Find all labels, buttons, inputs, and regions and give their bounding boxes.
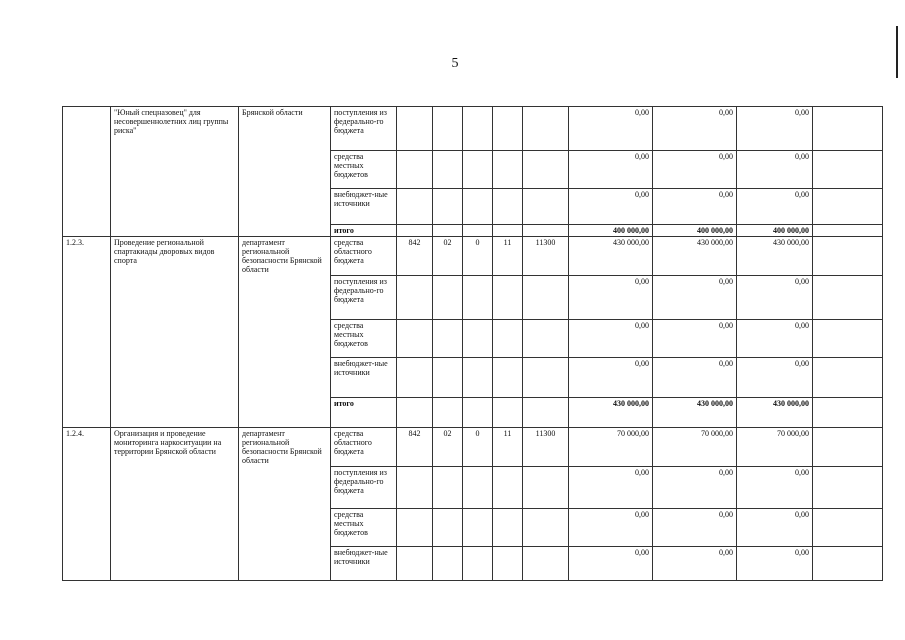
budget-code-cell: 11300 bbox=[523, 237, 569, 276]
empty-cell bbox=[813, 398, 883, 428]
funding-source-cell: средства областного бюджета bbox=[331, 237, 397, 276]
budget-code-cell bbox=[433, 107, 463, 151]
budget-code-cell: 0 bbox=[463, 428, 493, 467]
budget-code-cell bbox=[523, 547, 569, 581]
responsible-cell: Брянской области bbox=[239, 107, 331, 237]
budget-code-cell bbox=[493, 225, 523, 237]
budget-code-cell bbox=[397, 547, 433, 581]
budget-code-cell bbox=[493, 107, 523, 151]
budget-code-cell bbox=[523, 320, 569, 358]
amount-cell: 430 000,00 bbox=[653, 237, 737, 276]
budget-code-cell bbox=[523, 398, 569, 428]
budget-code-cell bbox=[463, 358, 493, 398]
item-number-cell bbox=[63, 107, 111, 237]
budget-code-cell bbox=[523, 189, 569, 225]
budget-code-cell bbox=[397, 358, 433, 398]
funding-source-cell: поступления из федерально-го бюджета bbox=[331, 107, 397, 151]
responsible-cell: департамент региональной безопасности Брянской области bbox=[239, 428, 331, 581]
amount-cell: 0,00 bbox=[737, 509, 813, 547]
funding-source-cell: внебюджет-ные источники bbox=[331, 358, 397, 398]
budget-code-cell bbox=[433, 509, 463, 547]
budget-code-cell bbox=[463, 320, 493, 358]
budget-code-cell bbox=[397, 276, 433, 320]
amount-cell: 400 000,00 bbox=[653, 225, 737, 237]
budget-code-cell bbox=[433, 467, 463, 509]
budget-code-cell: 0 bbox=[463, 237, 493, 276]
budget-code-cell bbox=[493, 189, 523, 225]
budget-code-cell bbox=[397, 151, 433, 189]
responsible-cell: департамент региональной безопасности Брянской области bbox=[239, 237, 331, 428]
item-name-cell: Проведение региональной спартакиады дворовых видов спорта bbox=[111, 237, 239, 428]
empty-cell bbox=[813, 320, 883, 358]
item-number-cell: 1.2.3. bbox=[63, 237, 111, 428]
budget-code-cell bbox=[463, 107, 493, 151]
amount-cell: 70 000,00 bbox=[569, 428, 653, 467]
budget-code-cell bbox=[463, 467, 493, 509]
table-row bbox=[63, 237, 883, 276]
amount-cell: 0,00 bbox=[569, 320, 653, 358]
item-name-cell: Организация и проведение мониторинга наркоситуации на территории Брянской области bbox=[111, 428, 239, 581]
amount-cell: 0,00 bbox=[569, 151, 653, 189]
amount-cell: 430 000,00 bbox=[569, 237, 653, 276]
page-edge-mark bbox=[896, 26, 898, 78]
amount-cell: 0,00 bbox=[653, 547, 737, 581]
budget-code-cell bbox=[463, 547, 493, 581]
amount-cell: 0,00 bbox=[737, 151, 813, 189]
funding-source-cell: средства местных бюджетов bbox=[331, 509, 397, 547]
amount-cell: 430 000,00 bbox=[569, 398, 653, 428]
budget-code-cell bbox=[463, 509, 493, 547]
budget-table bbox=[62, 106, 883, 581]
budget-code-cell: 02 bbox=[433, 428, 463, 467]
budget-code-cell bbox=[463, 151, 493, 189]
amount-cell: 0,00 bbox=[653, 320, 737, 358]
item-number-cell: 1.2.4. bbox=[63, 428, 111, 581]
funding-source-cell: средства областного бюджета bbox=[331, 428, 397, 467]
amount-cell: 0,00 bbox=[737, 107, 813, 151]
amount-cell: 430 000,00 bbox=[737, 398, 813, 428]
amount-cell: 0,00 bbox=[737, 320, 813, 358]
amount-cell: 400 000,00 bbox=[569, 225, 653, 237]
amount-cell: 0,00 bbox=[737, 189, 813, 225]
amount-cell: 0,00 bbox=[737, 547, 813, 581]
budget-code-cell bbox=[463, 189, 493, 225]
funding-source-cell: итого bbox=[331, 398, 397, 428]
budget-code-cell bbox=[433, 276, 463, 320]
page-number: 5 bbox=[451, 56, 459, 71]
budget-code-cell: 842 bbox=[397, 237, 433, 276]
amount-cell: 0,00 bbox=[569, 509, 653, 547]
budget-code-cell bbox=[463, 276, 493, 320]
budget-code-cell bbox=[433, 151, 463, 189]
amount-cell: 0,00 bbox=[653, 358, 737, 398]
amount-cell: 0,00 bbox=[653, 107, 737, 151]
budget-code-cell bbox=[523, 509, 569, 547]
empty-cell bbox=[813, 547, 883, 581]
budget-code-cell bbox=[523, 107, 569, 151]
amount-cell: 0,00 bbox=[569, 276, 653, 320]
budget-code-cell bbox=[433, 189, 463, 225]
amount-cell: 0,00 bbox=[569, 107, 653, 151]
empty-cell bbox=[813, 428, 883, 467]
budget-code-cell bbox=[493, 320, 523, 358]
amount-cell: 0,00 bbox=[569, 189, 653, 225]
funding-source-cell: поступления из федерально-го бюджета bbox=[331, 276, 397, 320]
budget-code-cell bbox=[523, 358, 569, 398]
budget-code-cell bbox=[463, 225, 493, 237]
budget-code-cell bbox=[433, 320, 463, 358]
budget-table-body bbox=[63, 107, 883, 581]
funding-source-cell: внебюджет-ные источники bbox=[331, 547, 397, 581]
funding-source-cell: средства местных бюджетов bbox=[331, 320, 397, 358]
budget-code-cell bbox=[433, 225, 463, 237]
budget-code-cell bbox=[523, 467, 569, 509]
budget-code-cell: 11 bbox=[493, 428, 523, 467]
table-row bbox=[63, 428, 883, 467]
budget-code-cell bbox=[493, 467, 523, 509]
amount-cell: 430 000,00 bbox=[737, 237, 813, 276]
amount-cell: 0,00 bbox=[569, 467, 653, 509]
budget-code-cell: 11 bbox=[493, 237, 523, 276]
budget-code-cell bbox=[493, 398, 523, 428]
budget-code-cell bbox=[397, 189, 433, 225]
empty-cell bbox=[813, 151, 883, 189]
amount-cell: 0,00 bbox=[569, 358, 653, 398]
empty-cell bbox=[813, 467, 883, 509]
budget-code-cell: 11300 bbox=[523, 428, 569, 467]
item-name-cell: "Юный спецназовец" для несовершеннолетних лиц группы риска" bbox=[111, 107, 239, 237]
empty-cell bbox=[813, 189, 883, 225]
budget-code-cell bbox=[397, 509, 433, 547]
amount-cell: 70 000,00 bbox=[737, 428, 813, 467]
budget-code-cell bbox=[523, 151, 569, 189]
amount-cell: 0,00 bbox=[653, 151, 737, 189]
empty-cell bbox=[813, 237, 883, 276]
funding-source-cell: итого bbox=[331, 225, 397, 237]
amount-cell: 0,00 bbox=[737, 358, 813, 398]
funding-source-cell: поступления из федерально-го бюджета bbox=[331, 467, 397, 509]
budget-code-cell bbox=[493, 547, 523, 581]
budget-code-cell bbox=[397, 467, 433, 509]
budget-code-cell bbox=[523, 225, 569, 237]
empty-cell bbox=[813, 276, 883, 320]
empty-cell bbox=[813, 358, 883, 398]
budget-code-cell bbox=[433, 358, 463, 398]
empty-cell bbox=[813, 509, 883, 547]
funding-source-cell: средства местных бюджетов bbox=[331, 151, 397, 189]
amount-cell: 0,00 bbox=[737, 467, 813, 509]
budget-code-cell bbox=[493, 358, 523, 398]
amount-cell: 0,00 bbox=[653, 189, 737, 225]
amount-cell: 430 000,00 bbox=[653, 398, 737, 428]
amount-cell: 0,00 bbox=[653, 509, 737, 547]
budget-code-cell bbox=[523, 276, 569, 320]
budget-code-cell bbox=[433, 398, 463, 428]
amount-cell: 0,00 bbox=[569, 547, 653, 581]
funding-source-cell: внебюджет-ные источники bbox=[331, 189, 397, 225]
budget-code-cell bbox=[397, 320, 433, 358]
budget-code-cell bbox=[397, 107, 433, 151]
budget-code-cell bbox=[493, 276, 523, 320]
amount-cell: 70 000,00 bbox=[653, 428, 737, 467]
budget-code-cell bbox=[433, 547, 463, 581]
budget-code-cell bbox=[397, 398, 433, 428]
budget-code-cell: 02 bbox=[433, 237, 463, 276]
amount-cell: 0,00 bbox=[653, 276, 737, 320]
budget-code-cell bbox=[493, 151, 523, 189]
table-row bbox=[63, 107, 883, 151]
budget-code-cell: 842 bbox=[397, 428, 433, 467]
empty-cell bbox=[813, 225, 883, 237]
empty-cell bbox=[813, 107, 883, 151]
amount-cell: 400 000,00 bbox=[737, 225, 813, 237]
amount-cell: 0,00 bbox=[737, 276, 813, 320]
budget-code-cell bbox=[463, 398, 493, 428]
budget-code-cell bbox=[397, 225, 433, 237]
budget-code-cell bbox=[493, 509, 523, 547]
amount-cell: 0,00 bbox=[653, 467, 737, 509]
